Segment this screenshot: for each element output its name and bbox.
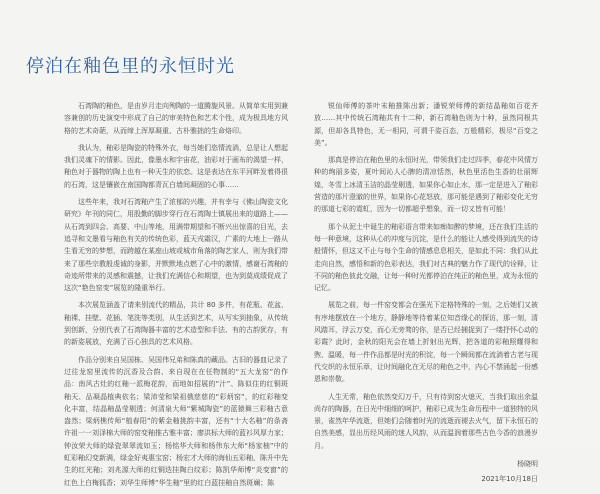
left-column bbox=[64, 100, 288, 494]
paragraph: 本次展览涵盖了请来别流代的精品，共计 80 多件，有花瓶、花盆、釉裸、挂壁、花插、笔洗等类别，从生活到艺术，从写实到抽象，从传统到创新，分别代表了石湾陶器丰富的艺术造型和手法、有的古韵犹存，有的新姿展放，充满了百心独具的艺术风格。 bbox=[64, 301, 288, 347]
paragraph: 锐仙师傅的茶叶末釉推陈出新；潘锐荣师傅的新结晶釉如百花齐放……其中传统石湾釉共有十二种，新石湾釉色则为十种，虽然同根共源，但却各具特色，无一相同，可谓千姿百态，万般精彩，极尽“百变之美”。 bbox=[314, 102, 538, 147]
author-signature: 杨晓明 bbox=[517, 460, 538, 469]
paragraph: 我认为，釉彩是陶瓷的特殊外衣，每当她们恣情流淌，总是让人想起我们灵魂下的情影。因此，像墨水和宇宙花，油彩对于画布的渴望一样，釉色对于器物的陶上也有一种天生的依恋。这是表达在东平河畔发着得很的石湾，这是镶嵌在南国陶都青瓦白墙间凝固的心事…… bbox=[64, 143, 288, 189]
paragraph: 人生无常，釉色依然变幻万千，只有待到窑火熄灭，当我们取出余温尚存的陶器，在日光中细细的呵护，釉彩已成为生命历程中一道独特的风景，雀然年华流逝，但她们会随着时光的流逝而褪去火气，留下永恒石的自然美感，显出历经风雨的迷人风韵，从而温润着那些古色今香的浪漫岁月。 bbox=[314, 392, 538, 450]
signature-date: 2021年10月18日 bbox=[481, 475, 538, 484]
paragraph: 那真是停泊在釉色里的永恒时光，带领我们走过四季，春花中风情万种的绚丽多姿，夏叶间沁人心脾的清凉恬然，秋色里活色生香的壮丽辉煌，冬雪上冰清玉洁的晶莹剔透，如果你心如止水，那一定是进入了釉彩营造的那片澄澈的世界，如果你心花怒放，那可能是遇到了釉彩变化无穷的那道七彩的霓虹，因为一切都超乎想象，而一切又皆有可能！ bbox=[314, 156, 538, 214]
paragraph: 石湾陶的釉色，是由岁月走向殉陶的一道腾旎风景。从简单实用到兼容兼创的历史演变中形成了自己的审美特色和艺术个性，成为极具地方风格的艺术奇葩，从而缔上浑厚凝重、古朴雅拙的生命烙印。 bbox=[64, 102, 288, 135]
paragraph: 那个从泥土中诞生的釉彩语言带来如痴如醉的梦境，还在我们生活的每一种意境，这种从心的冲度与沉淀，是什么的能让人感受得到流失的诗般情怀，但这又不止与每个生命的情感息息相关，是如此不同：我们从此走向自然，感悟和新的色彩表达，我们对古典的魅力作了现代的诠释，让不同的釉色彼此交融，让每一种时光都停泊在纯正的釉色里，成为永恒的记忆。 bbox=[314, 222, 538, 293]
right-column bbox=[314, 100, 538, 486]
page-title: 停泊在釉色里的永恒时光 bbox=[26, 56, 235, 77]
paragraph: 作品分别来自吴国栋、吴国伟兄弟和陈真的藏品。古旧的器皿记录了过往龙窑里流传的沉香及合韵、来自现在在任物制的“五大龙窑”的作品：南风古灶的红釉一派梅花韵，而地如招展的“汁”、陈似住的红铜斑釉天、品凝晶植典依名；梁沛莹和梁祖俄慈慈的“彩炳窑”，的红彩釉变化丰富，结晶釉晶莹剔透；何清泉大师“紫城陶瓷”的蓝猿舞三彩釉古意盎然；梁炳樵传师“植春阳”的紫金釉挑韵丰富，还有“十大名釉”的条斋许祖一一刘泽棉大师的窑变釉推古雅丰富；廖洪标大师的蓝衫风厚力家；钟汝荣大师的绿瓷翠翠流如玉；杨铭华大师和杨伟东大师“杨家柚”中的虹彩釉幻变新满，绿金好夷惠宝窑；杨宏才大师的海仙五彩釉，陈升中先生的红光釉；刘兆源大师的红铜迭挂陶白纹彩；陈凯华师博“炎变窗”的红色上白梅狐香；刘华生师博“华生釉”里的红白蓝挂釉自然斑斓；陈 bbox=[64, 355, 288, 487]
paragraph: 这些年来，我对石湾釉产生了浓郁的兴趣，并有幸与《佛山陶瓷文化研究》年刊的同仁，用股勤的脚步穿行在石湾陶土镇展出来的道路上——从石湾到四会、高要、中山等地，用满带期望和不断兴出惊喜的目光，去追寻和文墨看与釉色有关的传统色彩，蓝天戎霜汉，广素的大地上一路从生看无穷的梦想，而跨越在某座山坡或城市角落的陶艺家人，则为我们带来了那些宗教般虔诚的身影，并默默地点燃了心中的激情，感谢石湾釉的奇迹所带来的灵感和震撼，让我们充满信心和期望，也为到莫成绩促成了这次“艳色窑变”展览的隆重举行。 bbox=[64, 198, 288, 293]
paragraph: 展览之前，每一件窑变都会在强光下定格特殊的一刻，之后她们又被有序地摆放在一个地方，静静地等待着某位知音缘心的探访，那一刻，清风踏耳，浮云万变，而心无旁骛的你，是否已经捕捉到了一缕抒怀心动的彩霞？此时，金秋的阳光会在墙上折射出光辉，把各道的彩釉照耀得和煦、温暖，每一件作品都是时光的积淀，每一个瞬间都在流淌着古老与现代交织的永恒乐章，让时间融化在无尽的釉色之中，内心不禁涌起一份感恩和崇敬。 bbox=[314, 301, 538, 384]
